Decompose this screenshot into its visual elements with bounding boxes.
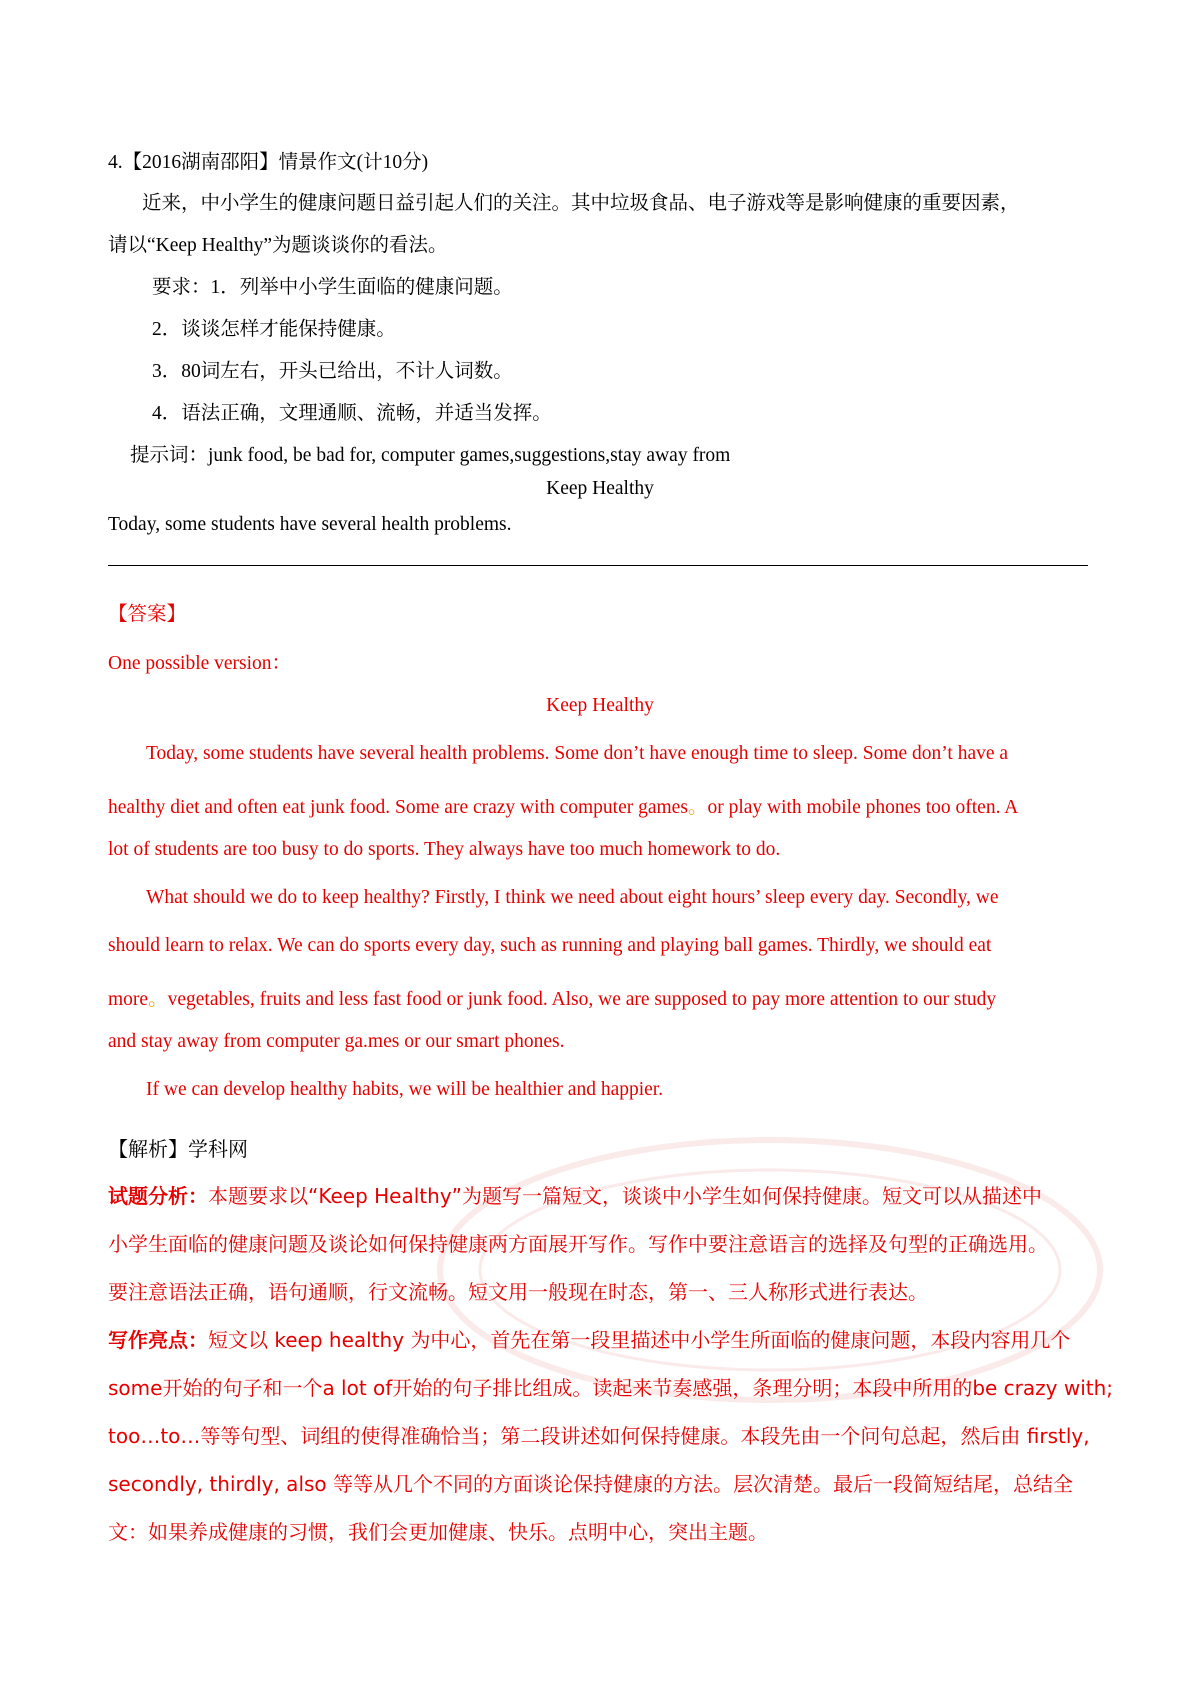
answer-p1-line2 xyxy=(108,791,1018,819)
analysis-label: 【解析】学科网 xyxy=(108,1139,248,1161)
answer-p2-line4: and stay away from computer ga.mes or our smart phones. xyxy=(108,1031,565,1052)
answer-p3-line1: If we can develop healthy habits, we will be healthier and happier. xyxy=(146,1079,664,1100)
requirement-4: 4．语法正确，文理通顺、流畅，并适当发挥。 xyxy=(152,403,552,424)
analysis-a-text1: 本题要求以“Keep Healthy”为题写一篇短文，谈谈中小学生如何保持健康。短文可以从描述中 xyxy=(208,1184,1043,1208)
answer-p2-line1: What should we do to keep healthy? Firstly, I think we need about eight hours’ sleep every day. Secondly, we xyxy=(146,887,999,908)
answer-version: One possible version： xyxy=(108,653,292,674)
answer-p2-line3a: more xyxy=(108,989,149,1010)
analysis-a-line1 xyxy=(108,1180,1042,1209)
analysis-a-line2: 小学生面临的健康问题及谈论如何保持健康两方面展开写作。写作中要注意语言的选择及句型的正确选用。 xyxy=(108,1232,1048,1256)
analysis-a-line3: 要注意语法正确，语句通顺，行文流畅。短文用一般现在时态，第一、三人称形式进行表达。 xyxy=(108,1280,928,1304)
analysis-b-heading: 写作亮点： xyxy=(108,1328,208,1352)
answer-p1-line1: Today, some students have several health problems. Some don’t have enough time to sleep. Some don’t have a xyxy=(146,743,1009,764)
analysis-b-line5: 文：如果养成健康的习惯，我们会更加健康、快乐。点明中心，突出主题。 xyxy=(108,1520,768,1544)
prompt-line-2: 请以“Keep Healthy”为题谈谈你的看法。 xyxy=(108,235,448,256)
stray-dot: 。 xyxy=(148,989,168,1010)
answer-p1-line2b: or play with mobile phones too often. A xyxy=(707,797,1019,818)
requirement-2: 2．谈谈怎样才能保持健康。 xyxy=(152,319,396,340)
answer-title: Keep Healthy xyxy=(546,695,654,716)
analysis-b-text1: 短文以 keep healthy 为中心，首先在第一段里描述中小学生所面临的健康问题，本段内容用几个 xyxy=(208,1328,1071,1352)
requirement-1: 要求：1．列举中小学生面临的健康问题。 xyxy=(152,277,513,298)
essay-start: Today, some students have several health problems. xyxy=(108,514,512,535)
hint-words: 提示词：junk food, be bad for, computer games,suggestions,stay away from xyxy=(130,445,731,466)
answer-p1-line3: lot of students are too busy to do sports. They always have too much homework to do. xyxy=(108,839,781,860)
essay-title: Keep Healthy xyxy=(546,478,654,499)
answer-p2-line2: should learn to relax. We can do sports every day, such as running and playing ball games. Thirdly, we should eat xyxy=(108,935,992,956)
analysis-a-heading: 试题分析： xyxy=(108,1184,208,1208)
analysis-b-line4: secondly, thirdly, also 等等从几个不同的方面谈论保持健康的方法。层次清楚。最后一段简短结尾，总结全 xyxy=(108,1472,1074,1496)
prompt-line-1: 近来，中小学生的健康问题日益引起人们的关注。其中垃圾食品、电子游戏等是影响健康的重要因素， xyxy=(142,193,1020,214)
question-title: 4.【2016湖南邵阳】情景作文(计10分) xyxy=(108,152,429,173)
analysis-b-line1 xyxy=(108,1324,1070,1353)
stray-dot: 。 xyxy=(687,797,708,818)
answer-line-divider xyxy=(108,565,1088,566)
analysis-b-line2: some开始的句子和一个a lot of开始的句子排比组成。读起来节奏感强，条理分明；本段中所用的be crazy with; xyxy=(108,1376,1114,1400)
requirement-3: 3．80词左右，开头已给出，不计人词数。 xyxy=(152,361,513,382)
answer-label: 【答案】 xyxy=(108,604,187,625)
answer-p2-line3 xyxy=(108,983,996,1011)
analysis-b-line3: too…to…等等句型、词组的使得准确恰当；第二段讲述如何保持健康。本段先由一个问句总起，然后由 firstly, xyxy=(108,1424,1090,1448)
answer-p2-line3b: vegetables, fruits and less fast food or junk food. Also, we are supposed to pay more attention to our study xyxy=(167,989,997,1010)
answer-p1-line2a: healthy diet and often eat junk food. Some are crazy with computer games xyxy=(108,797,688,818)
